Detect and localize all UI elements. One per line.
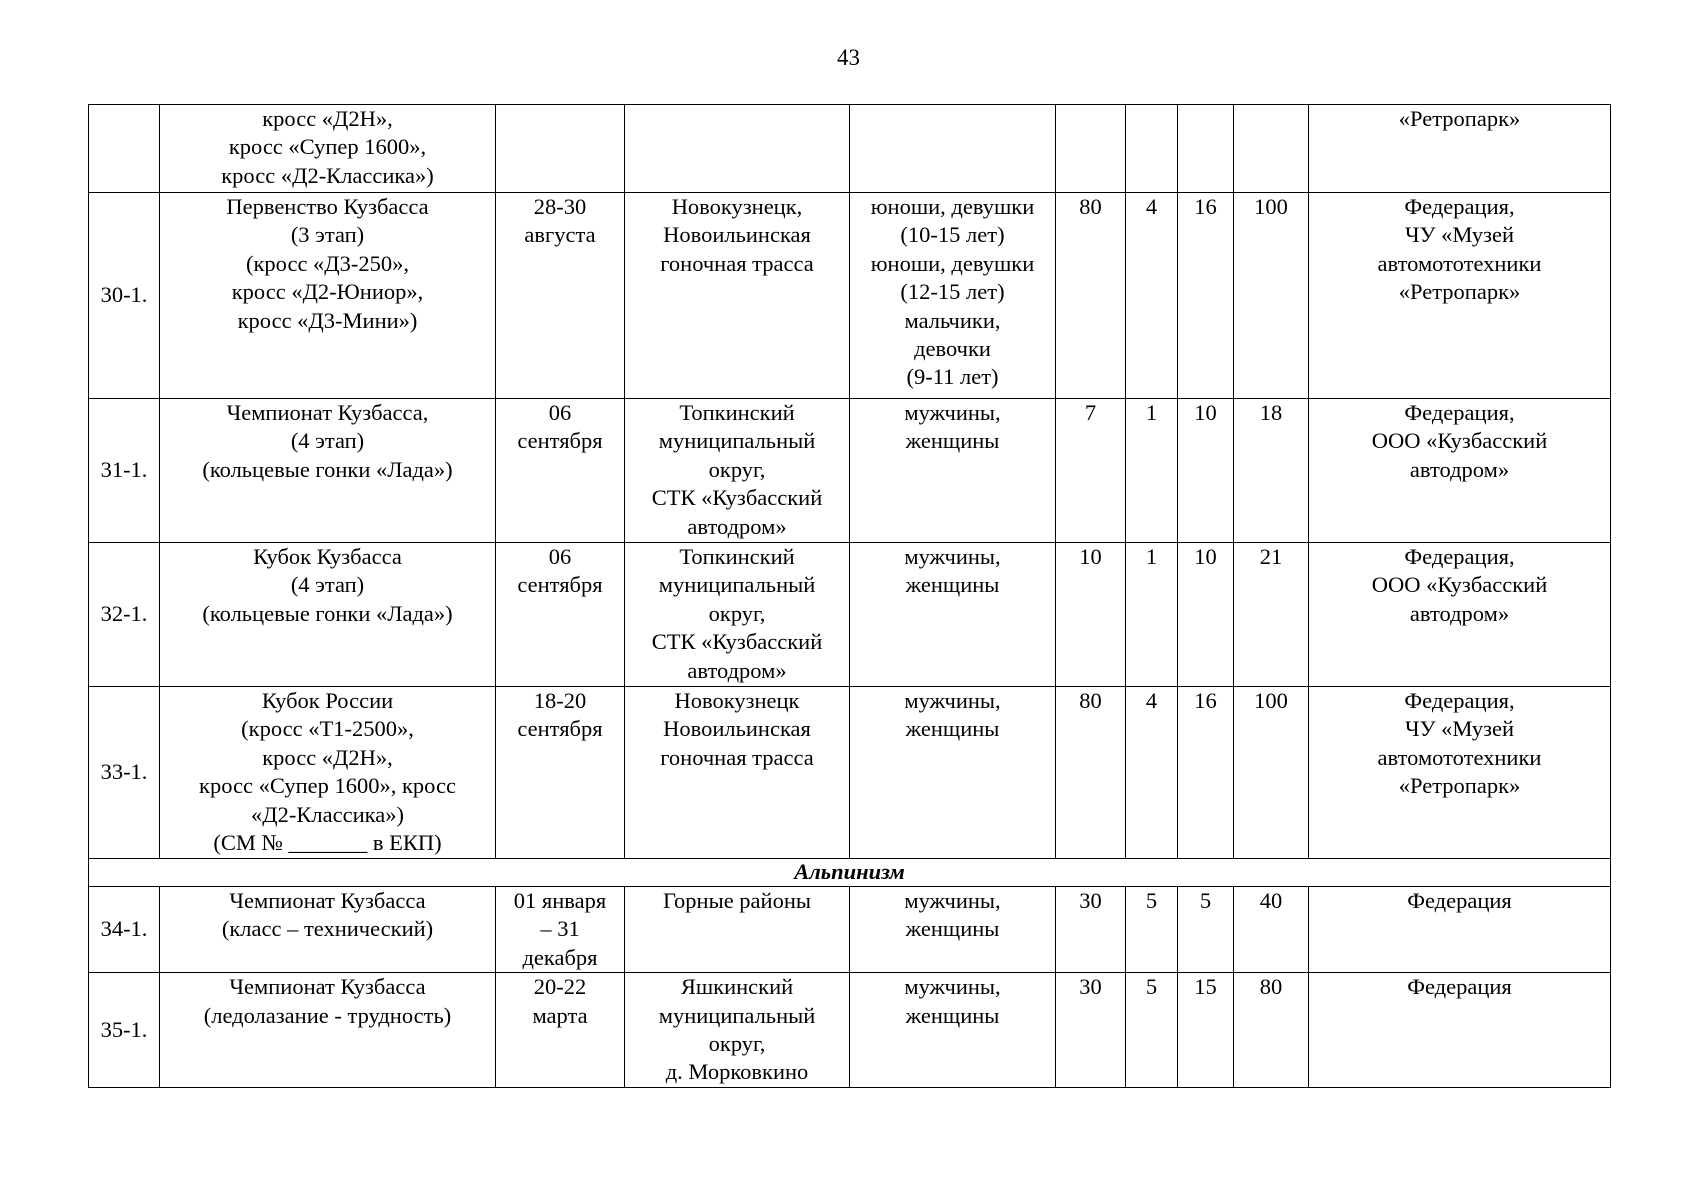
- count-cell: [1126, 105, 1178, 193]
- venue-cell: [625, 105, 850, 193]
- table-row: [89, 687, 1611, 859]
- dates-cell: 06 сентября: [496, 399, 625, 543]
- count-cell: 10: [1056, 543, 1126, 687]
- count-cell: 1: [1126, 543, 1178, 687]
- organizer-cell: «Ретропарк»: [1309, 105, 1611, 193]
- event-name-cell: Кубок России (кросс «Т1-2500», кросс «Д2Н», кросс «Супер 1600», кросс «Д2-Классика») (СМ № _______ в ЕКП): [160, 687, 496, 859]
- venue-cell: Топкинский муниципальный округ, СТК «Кузбасский автодром»: [625, 399, 850, 543]
- dates-cell: [496, 105, 625, 193]
- venue-cell: Новокузнецк Новоильинская гоночная трасса: [625, 687, 850, 859]
- section-header-row: [89, 859, 1611, 887]
- total-cell: 18: [1234, 399, 1309, 543]
- count-cell: 1: [1126, 399, 1178, 543]
- total-cell: 100: [1234, 687, 1309, 859]
- count-cell: 16: [1178, 193, 1234, 399]
- count-cell: 30: [1056, 887, 1126, 973]
- count-cell: 7: [1056, 399, 1126, 543]
- table-row: [89, 193, 1611, 399]
- section-title: Альпинизм: [89, 859, 1611, 887]
- dates-cell: 06 сентября: [496, 543, 625, 687]
- row-number-cell: 30-1.: [89, 193, 160, 399]
- total-cell: [1234, 105, 1309, 193]
- row-number-cell: 32-1.: [89, 543, 160, 687]
- total-cell: 100: [1234, 193, 1309, 399]
- row-number-cell: [89, 105, 160, 193]
- organizer-cell: Федерация, ООО «Кузбасский автодром»: [1309, 543, 1611, 687]
- participants-cell: мужчины, женщины: [850, 687, 1056, 859]
- participants-cell: мужчины, женщины: [850, 543, 1056, 687]
- venue-cell: Топкинский муниципальный округ, СТК «Кузбасский автодром»: [625, 543, 850, 687]
- participants-cell: юноши, девушки (10-15 лет) юноши, девушки (12-15 лет) мальчики, девочки (9-11 лет): [850, 193, 1056, 399]
- event-name-cell: кросс «Д2Н», кросс «Супер 1600», кросс «Д2-Классика»): [160, 105, 496, 193]
- event-name-cell: Чемпионат Кузбасса, (4 этап) (кольцевые гонки «Лада»): [160, 399, 496, 543]
- table-row: [89, 105, 1611, 193]
- participants-cell: мужчины, женщины: [850, 399, 1056, 543]
- participants-cell: [850, 105, 1056, 193]
- row-number-cell: 35-1.: [89, 973, 160, 1088]
- events-table: [88, 104, 1611, 1088]
- organizer-cell: Федерация, ЧУ «Музей автомототехники «Ретропарк»: [1309, 687, 1611, 859]
- organizer-cell: Федерация, ЧУ «Музей автомототехники «Ретропарк»: [1309, 193, 1611, 399]
- participants-cell: мужчины, женщины: [850, 973, 1056, 1088]
- count-cell: [1056, 105, 1126, 193]
- event-name-cell: Чемпионат Кузбасса (ледолазание - трудность): [160, 973, 496, 1088]
- total-cell: 21: [1234, 543, 1309, 687]
- count-cell: 5: [1126, 887, 1178, 973]
- participants-cell: мужчины, женщины: [850, 887, 1056, 973]
- table-row: [89, 399, 1611, 543]
- dates-cell: 28-30 августа: [496, 193, 625, 399]
- venue-cell: Горные районы: [625, 887, 850, 973]
- organizer-cell: Федерация, ООО «Кузбасский автодром»: [1309, 399, 1611, 543]
- count-cell: 80: [1056, 193, 1126, 399]
- count-cell: 4: [1126, 193, 1178, 399]
- dates-cell: 01 января – 31 декабря: [496, 887, 625, 973]
- count-cell: 5: [1126, 973, 1178, 1088]
- count-cell: 15: [1178, 973, 1234, 1088]
- count-cell: 4: [1126, 687, 1178, 859]
- dates-cell: 20-22 марта: [496, 973, 625, 1088]
- row-number-cell: 34-1.: [89, 887, 160, 973]
- organizer-cell: Федерация: [1309, 973, 1611, 1088]
- count-cell: 30: [1056, 973, 1126, 1088]
- count-cell: 80: [1056, 687, 1126, 859]
- page-number: 43: [837, 45, 860, 70]
- event-name-cell: Первенство Кузбасса (3 этап) (кросс «Д3-250», кросс «Д2-Юниор», кросс «Д3-Мини»): [160, 193, 496, 399]
- count-cell: 10: [1178, 399, 1234, 543]
- venue-cell: Новокузнецк, Новоильинская гоночная трасса: [625, 193, 850, 399]
- count-cell: 5: [1178, 887, 1234, 973]
- count-cell: 16: [1178, 687, 1234, 859]
- event-name-cell: Чемпионат Кузбасса (класс – технический): [160, 887, 496, 973]
- row-number-cell: 33-1.: [89, 687, 160, 859]
- row-number-cell: 31-1.: [89, 399, 160, 543]
- venue-cell: Яшкинский муниципальный округ, д. Морковкино: [625, 973, 850, 1088]
- count-cell: [1178, 105, 1234, 193]
- organizer-cell: Федерация: [1309, 887, 1611, 973]
- table-row: [89, 543, 1611, 687]
- event-name-cell: Кубок Кузбасса (4 этап) (кольцевые гонки «Лада»): [160, 543, 496, 687]
- total-cell: 80: [1234, 973, 1309, 1088]
- total-cell: 40: [1234, 887, 1309, 973]
- dates-cell: 18-20 сентября: [496, 687, 625, 859]
- table-row: [89, 973, 1611, 1088]
- table-row: [89, 887, 1611, 973]
- count-cell: 10: [1178, 543, 1234, 687]
